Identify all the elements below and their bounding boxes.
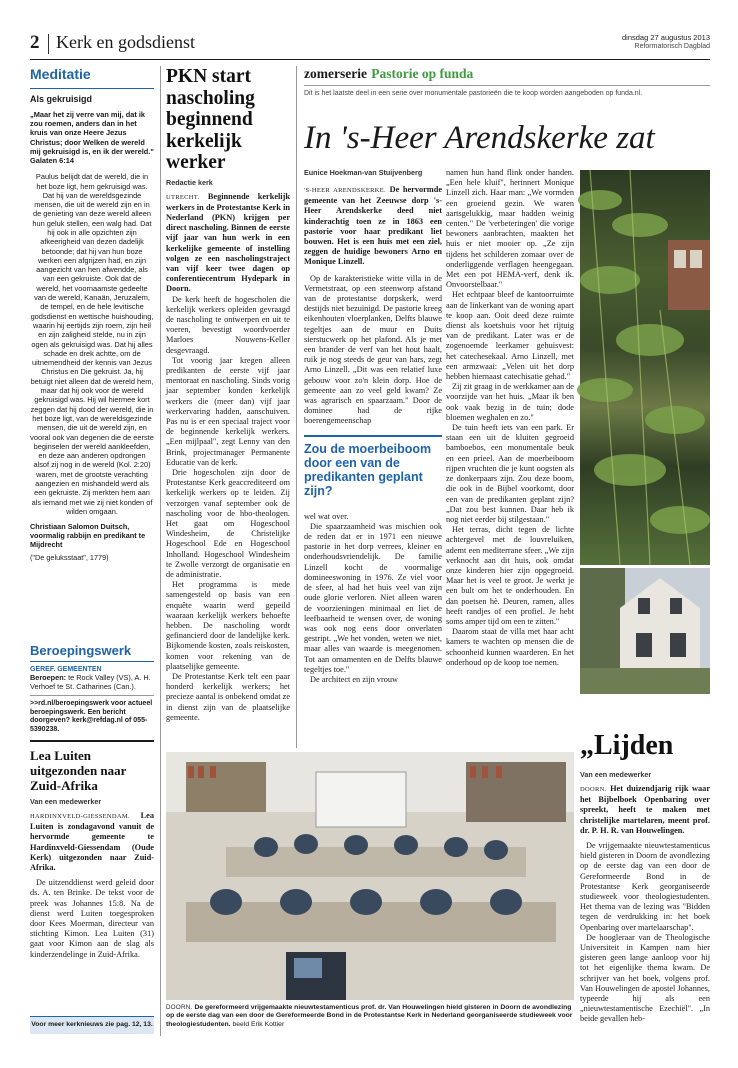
meditatie-author: Christiaan Salomon Duitsch, voormalig rabbijn en predikant te Mijdrecht (30, 522, 146, 550)
zomerserie-paragraph: Zij zit graag in de werkkamer aan de voorzijde van het huis. „Maar ik ben ook vaak bezig in de tuin; dode bloemen weghalen en zo." (446, 382, 574, 422)
pkn-byline: Redactie kerk (166, 177, 213, 187)
zomerserie-byline: Eunice Hoekman-van Stuijvenberg (304, 168, 423, 177)
zomerserie-col2 (446, 168, 574, 748)
pkn-body (166, 192, 290, 724)
caption-text: De gereformeerd vrijgemaakte nieuwtestamenticus prof. dr. Van Houwelingen hield gisteren in Doorn de avondlezing op de eerste dag van een door de Gereformeerde Bond in de Protestantse Kerk in Nederland georganiseerde studieweek voor theologiestudenten. (166, 1004, 573, 1028)
meditatie-body: Paulus belijdt dat de wereld, die in het boze ligt, hem gekruisigd was. Dat hij van de wereldsgezinde mensen, die uit de wereld zijn en in de genieting van deze wereld alleen hun geluk stellen, een walg had. Dat hij ook in alle opzichten zijn afkeerigheid van dezen dadelijk betoonde; dat hij van hun boze werken een afgrijzen had, en zijn aangezicht van hen afwendde, als van een gekruiste. Ook dat de wereld, het voornaamste gedeelte van de wereld, Kanaän, Jeruzalem, de tempel, en de hele levitische godsdienst en wettische huishouding, waarin hij eertijds zijn roem, zijn heil en zijn zaligheid stelde, nu in zijn ogen als gekruisigd was. Dat hij alles schade en drek achtte, om de uitnemendheid der kennis van Jezus Christus en Die gekruist. Ja, hij betuigt niet alleen dat de wereld hem, maar dat hij ook voor de wereld gekruisigd was. Hij wil hiermee kort zeggen dat hij dood der wereld, die in het boze ligt, van de wereldsgezinde mensen, die uit de wereld zijn, en vooral ook van degenen die de eerste beginselen der wereld aankleefden, en deze aan anderen opdrongen alsof zij nog in de wereld (Kol. 2:20) waren, met de grootste verachting aangezien en mishandeld werd als een gekruiste. Zij merkten hem aan als iemand met wie zij niet konden of wilden omgaan. (30, 172, 154, 516)
section-title: Kerk en godsdienst (56, 32, 195, 52)
zomerserie-title: In 's-Heer Arendskerke zat (304, 120, 655, 156)
lijden-dateline: DOORN. (580, 786, 607, 793)
zomerserie-dateline: 'S-HEER ARENDSKERKE. (304, 187, 386, 194)
luiten-title: Lea Luiten uitgezonden naar Zuid-Afrika (30, 748, 127, 793)
caption-dateline: DOORN. (166, 1004, 193, 1011)
luiten-top-rule (30, 740, 154, 742)
beroepen-text: te Rock Valley (VS), A. H. Verhoef te St. Catharines (Can.). (30, 673, 151, 691)
luiten-footer-text: Voor meer kerknieuws zie pag. 12, 13. (31, 1021, 153, 1028)
pkn-lead: Beginnende kerkelijk werkers in de Protestantse Kerk in Nederland (PKN) krijgen per direct nascholing. Binnen de eerste vijf jaar van hun werk in een kerkelijke gemeente of instelling volgen ze een nascholingstraject van vijf keer twee dagen op conferentiecentrum Hydepark in Doorn. (166, 191, 290, 294)
beroepingswerk-section (30, 643, 154, 734)
luiten-dateline: HARDINXVELD-GIESSENDAM. (30, 813, 130, 820)
zomerserie-paragraph: wel wat over. (304, 511, 349, 521)
luiten-lead-block (30, 811, 154, 960)
meditatie-quote: „Maar het zij verre van mij, dat ik zou roemen, anders dan in het kruis van onze Heere Jezus Christus; door Welken de wereld mij gekruisigd is, en ik der wereld." Galaten 6:14 (30, 110, 154, 166)
zomerserie-col1 (304, 168, 442, 748)
zomerserie-paragraph: Op de karakteristieke witte villa in de Vermetstraat, op een steenworp afstand van de protestantse dorpskerk, werd destijds niet bezuinigd. De pastorie kreeg eikenhouten vloerplanken, Delfts blauwe tegeltjes aan de muur en Duits sierstucwerk op het plafond. Als je met een brander de verf van het hout haalt, ruik je nog steeds de geur van hars, zegt Arno Linzell. „Dit was een relatief luxe gebouw voor zo'n klein dorp. Hoe de gemeente aan zo veel geld kwam? Ze was agrarisch en spaarzaam." Door de dominee had de rijke boerengemeenschap (304, 273, 442, 426)
garden-photo (580, 170, 710, 565)
pkn-paragraph: Tot voorig jaar kregen alleen predikanten de eerste vijf jaar mentoraat en nascholing. Sinds vorig jaar september konden kerkelijk werkers die (meer dan) vijf jaar werkervaring hadden, aanschuiven. Pas nu is er een speciaal traject voor de beginnende kerkelijk werkers. „Een mijlpaal", zegt Lenny van den Brink, projectmanager Permanente Educatie van de kerk. (166, 355, 290, 467)
meditatie-section (30, 66, 154, 634)
church-name: GEREF. GEMEENTEN (30, 666, 102, 673)
lijden-title: „Lijden (580, 730, 674, 761)
beroepingswerk-more[interactable]: >>rd.nl/beroepingswerk voor actueel beroepingswerk. Een bericht doorgeven? kerk@refdag.nl of 055-5390238. (30, 700, 153, 734)
garden-foliage-icon (580, 170, 710, 565)
house-icon (580, 568, 710, 694)
header-date: dinsdag 27 augustus 2013 (622, 33, 710, 42)
luiten-body: De uitzenddienst werd geleid door ds. A. ten Brinke. De tekst voor de preek was Johannes 15:8. Na de dienst werd Luiten toegesproken door Kees Moerman, directeur van stichting Kimon. Lea Luiten (31) gaat voor Kimon aan de slag als kinderzendelinge in Zuid-Afrika. (30, 878, 154, 959)
header-paper: Reformatorisch Dagblad (634, 43, 710, 50)
beroepingswerk-divider (30, 695, 154, 696)
zomerserie-series: Pastorie op funda (371, 66, 474, 81)
house-photo (580, 568, 710, 694)
lecture-photo (166, 752, 574, 1000)
luiten-lead: Lea Luiten is zondagavond vanuit de hervormde gemeente te Hardinxveld-Giessendam (Oude Kerk) uitgezonden naar Zuid-Afrika. (30, 811, 154, 873)
luiten-article (30, 748, 154, 1012)
beroepen-label: Beroepen: (30, 673, 67, 682)
pkn-paragraph: De kerk heeft de hogescholen die kerkelijk werkers opleiden gevraagd de nascholing te ontwerpen en uit te voeren, bevestigt woordvoerder Marloes Nouwens-Keller desgevraagd. (166, 294, 290, 355)
page-number: 2 (30, 32, 40, 53)
zomerserie-lead: De hervormde gemeente van het Zeeuwse dorp 's-Heer Arendskerke deed niet kinderachtig toen ze in 1863 een pastorie voor haar predikant liet bouwen. Het is een huis met een ziel, zeggen de huidige bewoners Arno en Monique Linzell. (304, 185, 443, 267)
zomerserie-paragraph: Daarom staat de villa met haar acht kamers te wachten op mensen die de schoonheid kunnen waarderen. En het onderhoud op de koop toe nemen. (446, 627, 574, 667)
caption-credit: beeld Erik Kottier (232, 1020, 285, 1028)
beroepingswerk-label: Beroepingswerk (30, 643, 132, 658)
lijden-article (580, 730, 710, 1060)
zomerserie-header (304, 66, 710, 122)
header-divider (48, 34, 49, 54)
zomerserie-kicker-line (304, 66, 710, 82)
pkn-dateline: UTRECHT. (166, 193, 200, 201)
pkn-paragraph: Het programma is mede samengesteld op basis van een enquête waarin werd gepeild waaraan kerkelijk werkers behoefte hebben. De nascholing wordt gefinancierd door de landelijke kerk. Bijkomende kosten, zoals reiskosten, komen voor rekening van de plaatselijke gemeente. (166, 580, 290, 671)
zomerserie-paragraph: Het terras, dicht tegen de lichte achtergevel met de louvreluiken, ademt een mediterrane sfeer. „We zijn verknocht aan dit huis, ook omdat onze kinderen hier zijn opgegroeid. Maar het is veel te groot. Je werkt je een bult om het te onderhouden. En dan poetsen hè. Deuren, ramen, alles heeft randjes of een profiel. Je hebt soms amper tijd om een te zitten." (446, 525, 574, 626)
pullquote: Zou de moerbeiboom door een van de predikanten geplant zijn? (304, 435, 442, 504)
beroepingswerk-rule (30, 661, 154, 662)
page-header (30, 28, 710, 60)
luiten-footer[interactable] (30, 1016, 154, 1034)
zomerserie-intro: Dit is het laatste deel in een serie over monumentale pastorieën die te koop worden aangeboden op funda.nl. (304, 90, 643, 97)
zomerserie-paragraph: De tuin heeft iets van een park. Er staan een uit de kluiten gegroeid bamboebos, een monumentale beuk en een prieel. Aan de moerbeiboom rijpen vruchten die je kunt oogsten als ze donkerpaars zijn. Zou deze boom, die ook in de Bijbel voorkomt, door een van de predikanten geplant zijn? „Dat zou best kunnen. Daar heb ik nog niet eerder bij stilgestaan." (446, 423, 574, 524)
pkn-paragraph: Drie hogescholen zijn door de Protestantse Kerk geaccrediteerd om kerkelijk werkers op te leiden. Zij verzorgen vanaf september ook de nascholing voor de hbo-theologen. Het gaat om Hogeschool Windesheim, de Christelijke Hogeschool Ede en Hogeschool Inholland. Hogeschool Windesheim te Zwolle verzorgt de organisatie en de administratie. (166, 467, 290, 580)
column-rule-2 (296, 66, 297, 748)
column-rule-1 (160, 66, 161, 1036)
lecture-scene-icon (166, 752, 574, 1000)
zomerserie-paragraph: namen hun hand flink onder handen. „Een hele kluif", herinnert Monique Linzell zich. Haar man: „We vormden een groeiend gezin. We waren aartsgelukkig, maar hadden weinig centen." De 'verbeteringen' die vorige bewoners aanbrachten, maakten het huis er niet mooier op. „Ze zijn tijdens het schilderen zomaar over de onderliggende verflagen heengegaan. Met een pot HEMA-verf, denk ik. Onvoorstelbaar." (446, 168, 574, 290)
luiten-byline: Van een medewerker (30, 797, 102, 806)
pkn-paragraph: De Protestantse Kerk telt een paar honderd kerkelijk werkers; het precieze aantal is onbekend omdat ze in dienst zijn van de plaatselijke gemeente. (166, 672, 290, 722)
lecture-caption (166, 1004, 574, 1044)
pkn-title: PKN start nascholing beginnend kerkelijk werker (166, 66, 255, 173)
lijden-byline: Van een medewerker (580, 770, 652, 779)
beroepen-line (30, 673, 154, 691)
meditatie-label: Meditatie (30, 66, 91, 82)
zomerserie-kicker: zomerserie (304, 66, 367, 81)
header-rule (30, 59, 710, 60)
zomerserie-paragraph: Het echtpaar bleef de kantoorruimte aan de linkerkant van de woning apart te koop aan. Ooit deed deze ruimte dienst als koetshuis voor het rijtuig van de predikant. Later was er de zogenoemde leerkamer gehuisvest: het catechesekaal. Arno Linzell, met een armzwaai: „Velen uit het dorp hebben hiernaast catechisatie gehad." (446, 290, 574, 382)
meditatie-rule (30, 88, 154, 89)
meditatie-source: ("De geluksstaat", 1779) (30, 553, 109, 563)
lijden-lead: Het duizendjarig rijk waar het Bijbelboek Openbaring over spreekt, heeft te maken met christelijke martelaren, meent prof. dr. P. H. R. van Houwelingen. (580, 784, 710, 835)
pkn-article (166, 66, 290, 748)
zomerserie-paragraph: De architect en zijn vrouw (310, 674, 399, 684)
lijden-paragraph: De vrijgemaakte nieuwtestamenticus hield gisteren in Doorn de avondlezing op de eerste dag van een door de Gereformeerde Bond in de Protestantse Kerk georganiseerde studieweek voor theologiestudenten. Het thema van de lezing was "Bidden tegen de verdrukking in: het boek Openbaring over martelaarschap". (580, 841, 710, 932)
lijden-paragraph: De hoogleraar van de Theologische Universiteit in Kampen nam hier gisteren geen lange aanloop voor hij tot het eigenlijke thema kwam. De schrijver van het boek, volgens prof. Van Houwelingen de apostel Johannes, typeerde hij als een „nieuwtestamentische Ezechiël". „In beide gevallen heb- (580, 932, 710, 1024)
zomerserie-rule (304, 85, 710, 86)
meditatie-title: Als gekruisigd (30, 94, 93, 104)
zomerserie-paragraph: Die spaarzaamheid was mischien ook de reden dat er in 1971 een nieuwe pastorie in het dorp verrees, kleiner en onderhoudsvriendelijk. De familie Linzell kocht de voormalige domineeswoning in 1976. Ze viel voor de sfeer, al had het huis veel van zijn oude glorie verloren. Niet alleen waren de voorzieningen minimaal en liet de leefbaarheid te wensen over, de woning was ook nog eens door onverlaten gestript. „We het vonden, weten we niet, maar alles van waarde is meegenomen. Tot aan ornamenten en de Delfts blauwe tegeltjes toe." (304, 521, 442, 674)
